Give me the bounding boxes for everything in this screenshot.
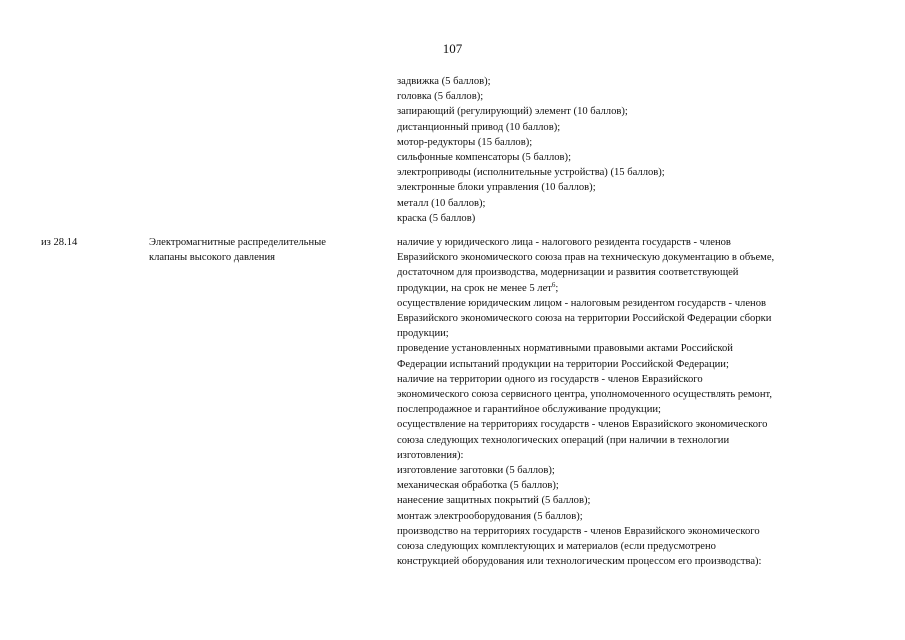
requirement-line: осуществление юридическим лицом - налоговым резидентом государств - членов [397,297,767,309]
requirement-line: дистанционный привод (10 баллов); [397,121,561,133]
requirement-line: сильфонные компенсаторы (5 баллов); [397,152,572,164]
requirement-punctuation: ; [555,282,559,294]
requirement-line: осуществление на территориях государств - членов Евразийского экономического [397,419,768,431]
requirement-line: изготовление заготовки (5 баллов); [397,465,555,477]
requirement-text: продукции, на срок не менее 5 лет [397,282,552,294]
requirement-line: Евразийского экономического союза прав на техническую документацию в объеме, [397,252,775,264]
requirement-line: конструкцией оборудования или технологическим процессом его производства): [397,556,762,568]
requirement-line: наличие у юридического лица - налогового резидента государств - членов [397,237,731,248]
product-name [149,235,384,265]
requirement-line: электроприводы (исполнительные устройства) (15 баллов); [397,167,665,179]
requirement-line: послепродажное и гарантийное обслуживание продукции; [397,404,662,416]
product-code: из 28.14 [41,237,78,248]
requirement-line: электронные блоки управления (10 баллов); [397,182,596,194]
product-name-line: Электромагнитные распределительные [149,237,327,248]
product-name-line: клапаны высокого давления [149,252,276,264]
requirement-line: экономического союза сервисного центра, уполномоченного осуществлять ремонт, [397,389,773,401]
requirement-line: Евразийского экономического союза на территории Российской Федерации сборки [397,313,772,325]
requirement-line: мотор-редукторы (15 баллов); [397,136,533,148]
requirement-line: союза следующих технологических операций (при наличии в технологии [397,434,730,446]
requirement-line-with-footnote [397,281,877,296]
requirement-line: запирающий (регулирующий) элемент (10 баллов); [397,106,628,118]
footnote-marker[interactable]: 6 [551,280,556,289]
requirement-line: нанесение защитных покрытий (5 баллов); [397,495,591,507]
requirement-line: краска (5 баллов) [397,212,476,224]
requirement-line: задвижка (5 баллов); [397,76,491,87]
requirement-line: головка (5 баллов); [397,91,484,103]
requirement-line: проведение установленных нормативными правовыми актами Российской [397,343,733,355]
requirement-line: продукции; [397,328,449,340]
requirement-line: достаточном для производства, модернизации и развития соответствующей [397,267,739,279]
page-number: 107 [442,41,463,56]
requirement-line: союза следующих комплектующих и материалов (если предусмотрено [397,541,716,553]
requirement-line: механическая обработка (5 баллов); [397,480,559,492]
continuation-requirements [397,74,877,226]
requirement-line: наличие на территории одного из государств - членов Евразийского [397,373,703,385]
product-requirements [397,235,877,569]
requirement-line: изготовления): [397,449,464,461]
requirement-line: производство на территориях государств - членов Евразийского экономического [397,525,760,537]
requirement-line: металл (10 баллов); [397,197,486,209]
requirement-line: монтаж электрооборудования (5 баллов); [397,510,583,522]
requirement-line: Федерации испытаний продукции на территории Российской Федерации; [397,358,729,370]
